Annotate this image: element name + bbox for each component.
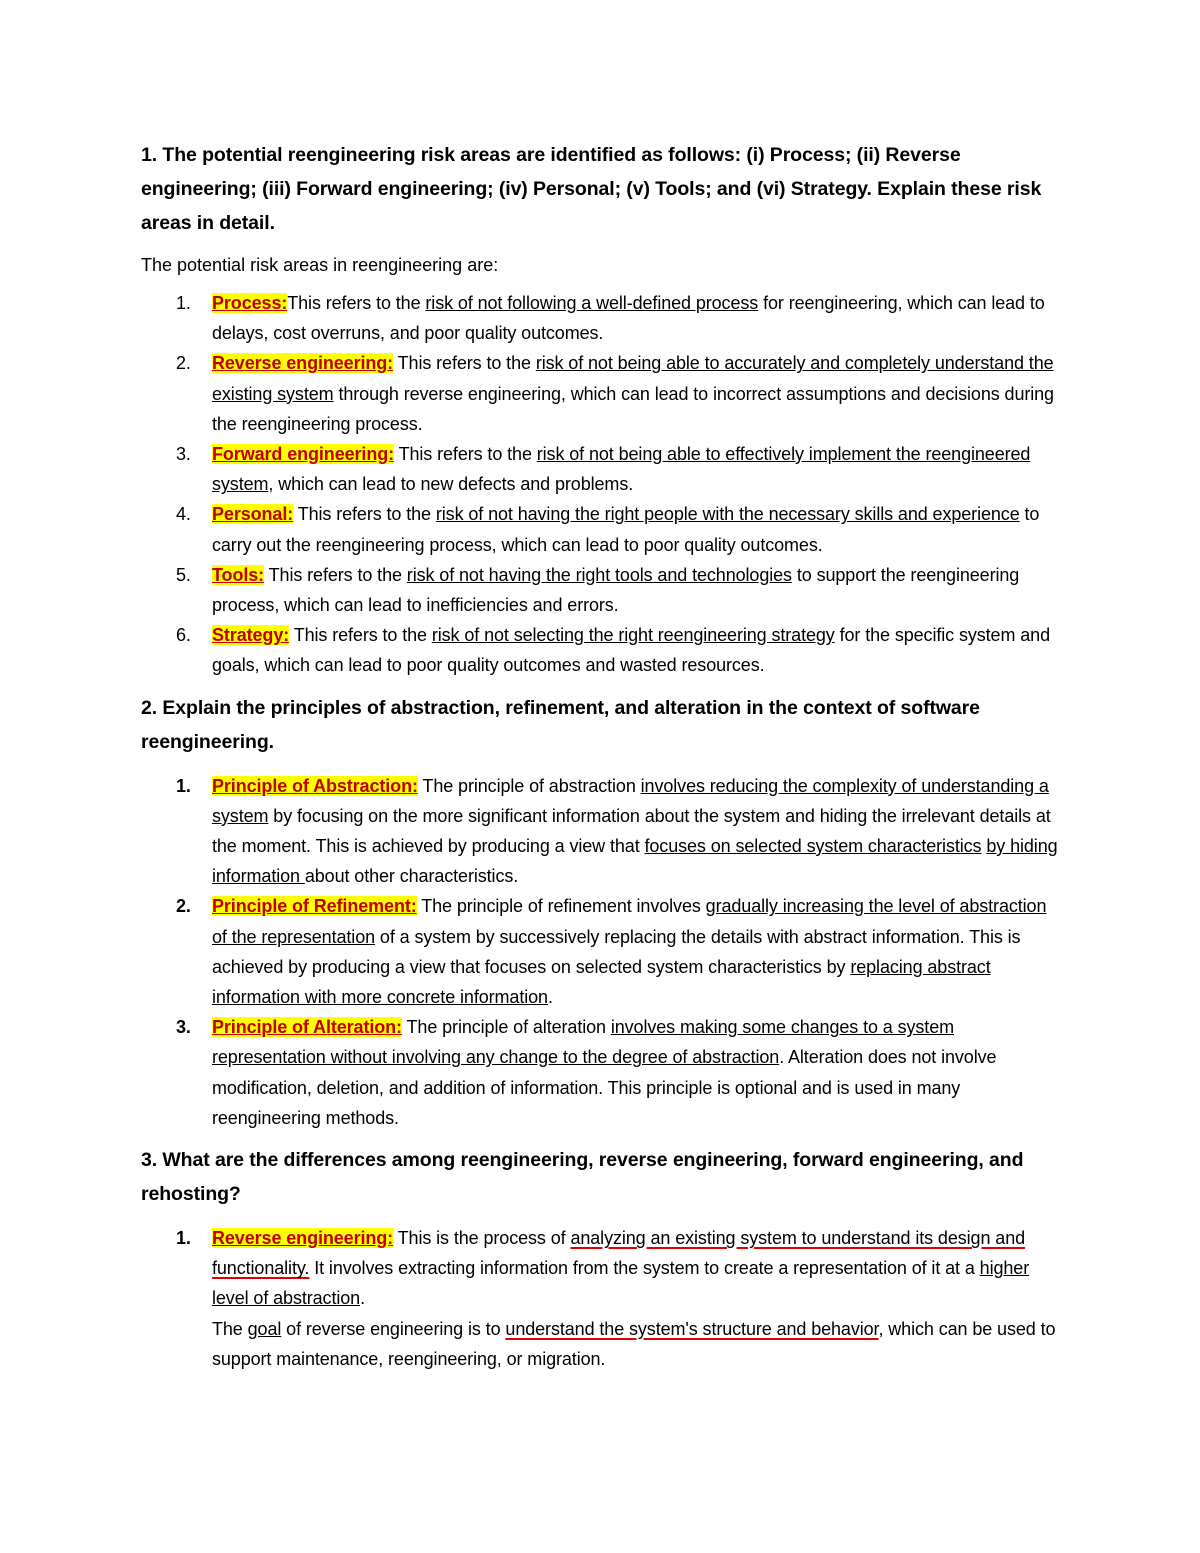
item-text: The (212, 1318, 248, 1339)
item-text: This refers to the (287, 293, 426, 313)
principles-list (141, 771, 1066, 1133)
underlined-phrase: by hiding information (212, 836, 1058, 887)
list-item (141, 620, 1066, 680)
item-text: to carry out the reengineering process, which can lead to poor quality outcomes. (212, 504, 1040, 555)
term-label: Personal: (212, 504, 294, 525)
question-1-heading: 1. The potential reengineering risk areas are identified as follows: (i) Process; (ii) Reverse engineering; (iii) Forward engineering; (iv) Personal; (v) Tools; and (vi) Strategy. Explain these risk areas in detail. (141, 144, 1042, 234)
item-text: of a system by successively replacing the details with abstract information. This is achieved by producing a view that focuses on selected system characteristics by (212, 926, 1021, 977)
term-label: Forward engineering: (212, 444, 395, 465)
underlined-phrase: risk of not being able to accurately and completely understand the existing system (212, 353, 1054, 404)
list-number: 1. (176, 293, 191, 313)
item-text: . Alteration does not involve modification, deletion, and addition of information. This principle is optional and is used in many reengineering methods. (212, 1047, 997, 1128)
item-text: , which can lead to new defects and problems. (268, 474, 634, 495)
item-text: The principle of alteration (401, 1017, 611, 1038)
question-1-intro: The potential risk areas in reengineering are: (141, 255, 499, 275)
item-text: to support the reengineering process, which can lead to inefficiencies and errors. (212, 564, 1020, 616)
term-label: Reverse engineering: (212, 353, 394, 374)
list-number: 5. (176, 564, 191, 585)
question-3-heading: 3. What are the differences among reengineering, reverse engineering, forward engineering, and rehosting? (141, 1149, 1024, 1206)
list-number: 6. (176, 625, 191, 646)
item-text: through reverse engineering, which can lead to incorrect assumptions and decisions during the reengineering process. (212, 383, 1054, 434)
underlined-phrase: goal (247, 1318, 282, 1339)
list-number: 1. (176, 775, 191, 796)
question-2-heading: 2. Explain the principles of abstraction, refinement, and alteration in the context of software reengineering. (141, 696, 980, 753)
spacer (141, 1211, 1066, 1223)
item-text: This refers to the (393, 353, 536, 374)
underlined-phrase: risk of not having the right people with the necessary skills and experience (435, 504, 1020, 525)
red-underlined-phrase: understand the system's structure and behavior (505, 1318, 879, 1339)
item-text: It involves extracting information from the system to create a representation of it at a (309, 1258, 980, 1279)
underlined-phrase: replacing abstract information with more concrete information (212, 956, 991, 1008)
term-label: Reverse engineering: (212, 1228, 394, 1249)
item-text: , which can be used to support maintenance, reengineering, or migration. (212, 1318, 1056, 1369)
term-label: Tools: (212, 564, 265, 585)
term-label: Principle of Refinement: (212, 896, 417, 917)
item-text: about other characteristics. (304, 866, 519, 887)
list-item (141, 348, 1066, 439)
item-text: This refers to the (394, 444, 537, 465)
list-item (141, 439, 1066, 499)
spacer (141, 759, 1066, 771)
document-page (141, 138, 1066, 1384)
differences-list (141, 1223, 1066, 1374)
underlined-phrase: involves making some changes to a system representation without involving any change to the degree of abstraction (212, 1017, 955, 1068)
underlined-phrase: gradually increasing the level of abstraction of the representation (212, 896, 1047, 947)
item-text: This refers to the (293, 504, 436, 525)
term-label: Strategy: (212, 625, 290, 646)
term-label: Process: (212, 293, 288, 313)
list-number: 3. (176, 1017, 191, 1038)
list-number: 2. (176, 353, 191, 374)
list-item (141, 1012, 1066, 1133)
underlined-phrase: higher level of abstraction (212, 1258, 1030, 1309)
item-text: . (547, 987, 553, 1008)
item-text: The principle of abstraction (417, 775, 641, 796)
item-text: The principle of refinement involves (416, 896, 706, 917)
item-text: This refers to the (289, 625, 432, 646)
item-text: This is the process of (393, 1228, 571, 1249)
list-item (141, 891, 1066, 1012)
underlined-phrase: risk of not following a well-defined process (425, 293, 759, 313)
list-number: 1. (176, 1228, 191, 1249)
item-text: for the specific system and goals, which can lead to poor quality outcomes and wasted resources. (212, 625, 1050, 676)
list-number: 2. (176, 896, 191, 917)
list-item (141, 560, 1066, 620)
list-item (141, 1223, 1066, 1374)
term-label: Principle of Abstraction: (212, 775, 418, 796)
item-text: . (360, 1288, 365, 1309)
underlined-phrase: focuses on selected system characteristics (644, 836, 982, 857)
underlined-phrase: risk of not selecting the right reengineering strategy (431, 625, 835, 646)
item-text: of reverse engineering is to (281, 1318, 506, 1339)
underlined-phrase: risk of not having the right tools and technologies (406, 564, 792, 585)
list-number: 3. (176, 444, 191, 465)
list-item (141, 288, 1066, 348)
risk-areas-list (141, 288, 1066, 681)
list-item (141, 499, 1066, 559)
list-number: 4. (176, 504, 191, 525)
red-underlined-phrase: analyzing an existing system to understand its design and functionality. (212, 1228, 1026, 1279)
item-text: This refers to the (264, 564, 407, 585)
underlined-phrase: risk of not being able to effectively implement the reengineered system (212, 444, 1031, 495)
term-label: Principle of Alteration: (212, 1017, 402, 1038)
underlined-phrase: involves reducing the complexity of understanding a system (212, 775, 1049, 826)
item-text: by focusing on the more significant information about the system and hiding the irrelevant details at the moment. This is achieved by producing a view that (212, 805, 1051, 857)
item-text: for reengineering, which can lead to delays, cost overruns, and poor quality outcomes. (212, 293, 1045, 344)
list-item (141, 771, 1066, 892)
